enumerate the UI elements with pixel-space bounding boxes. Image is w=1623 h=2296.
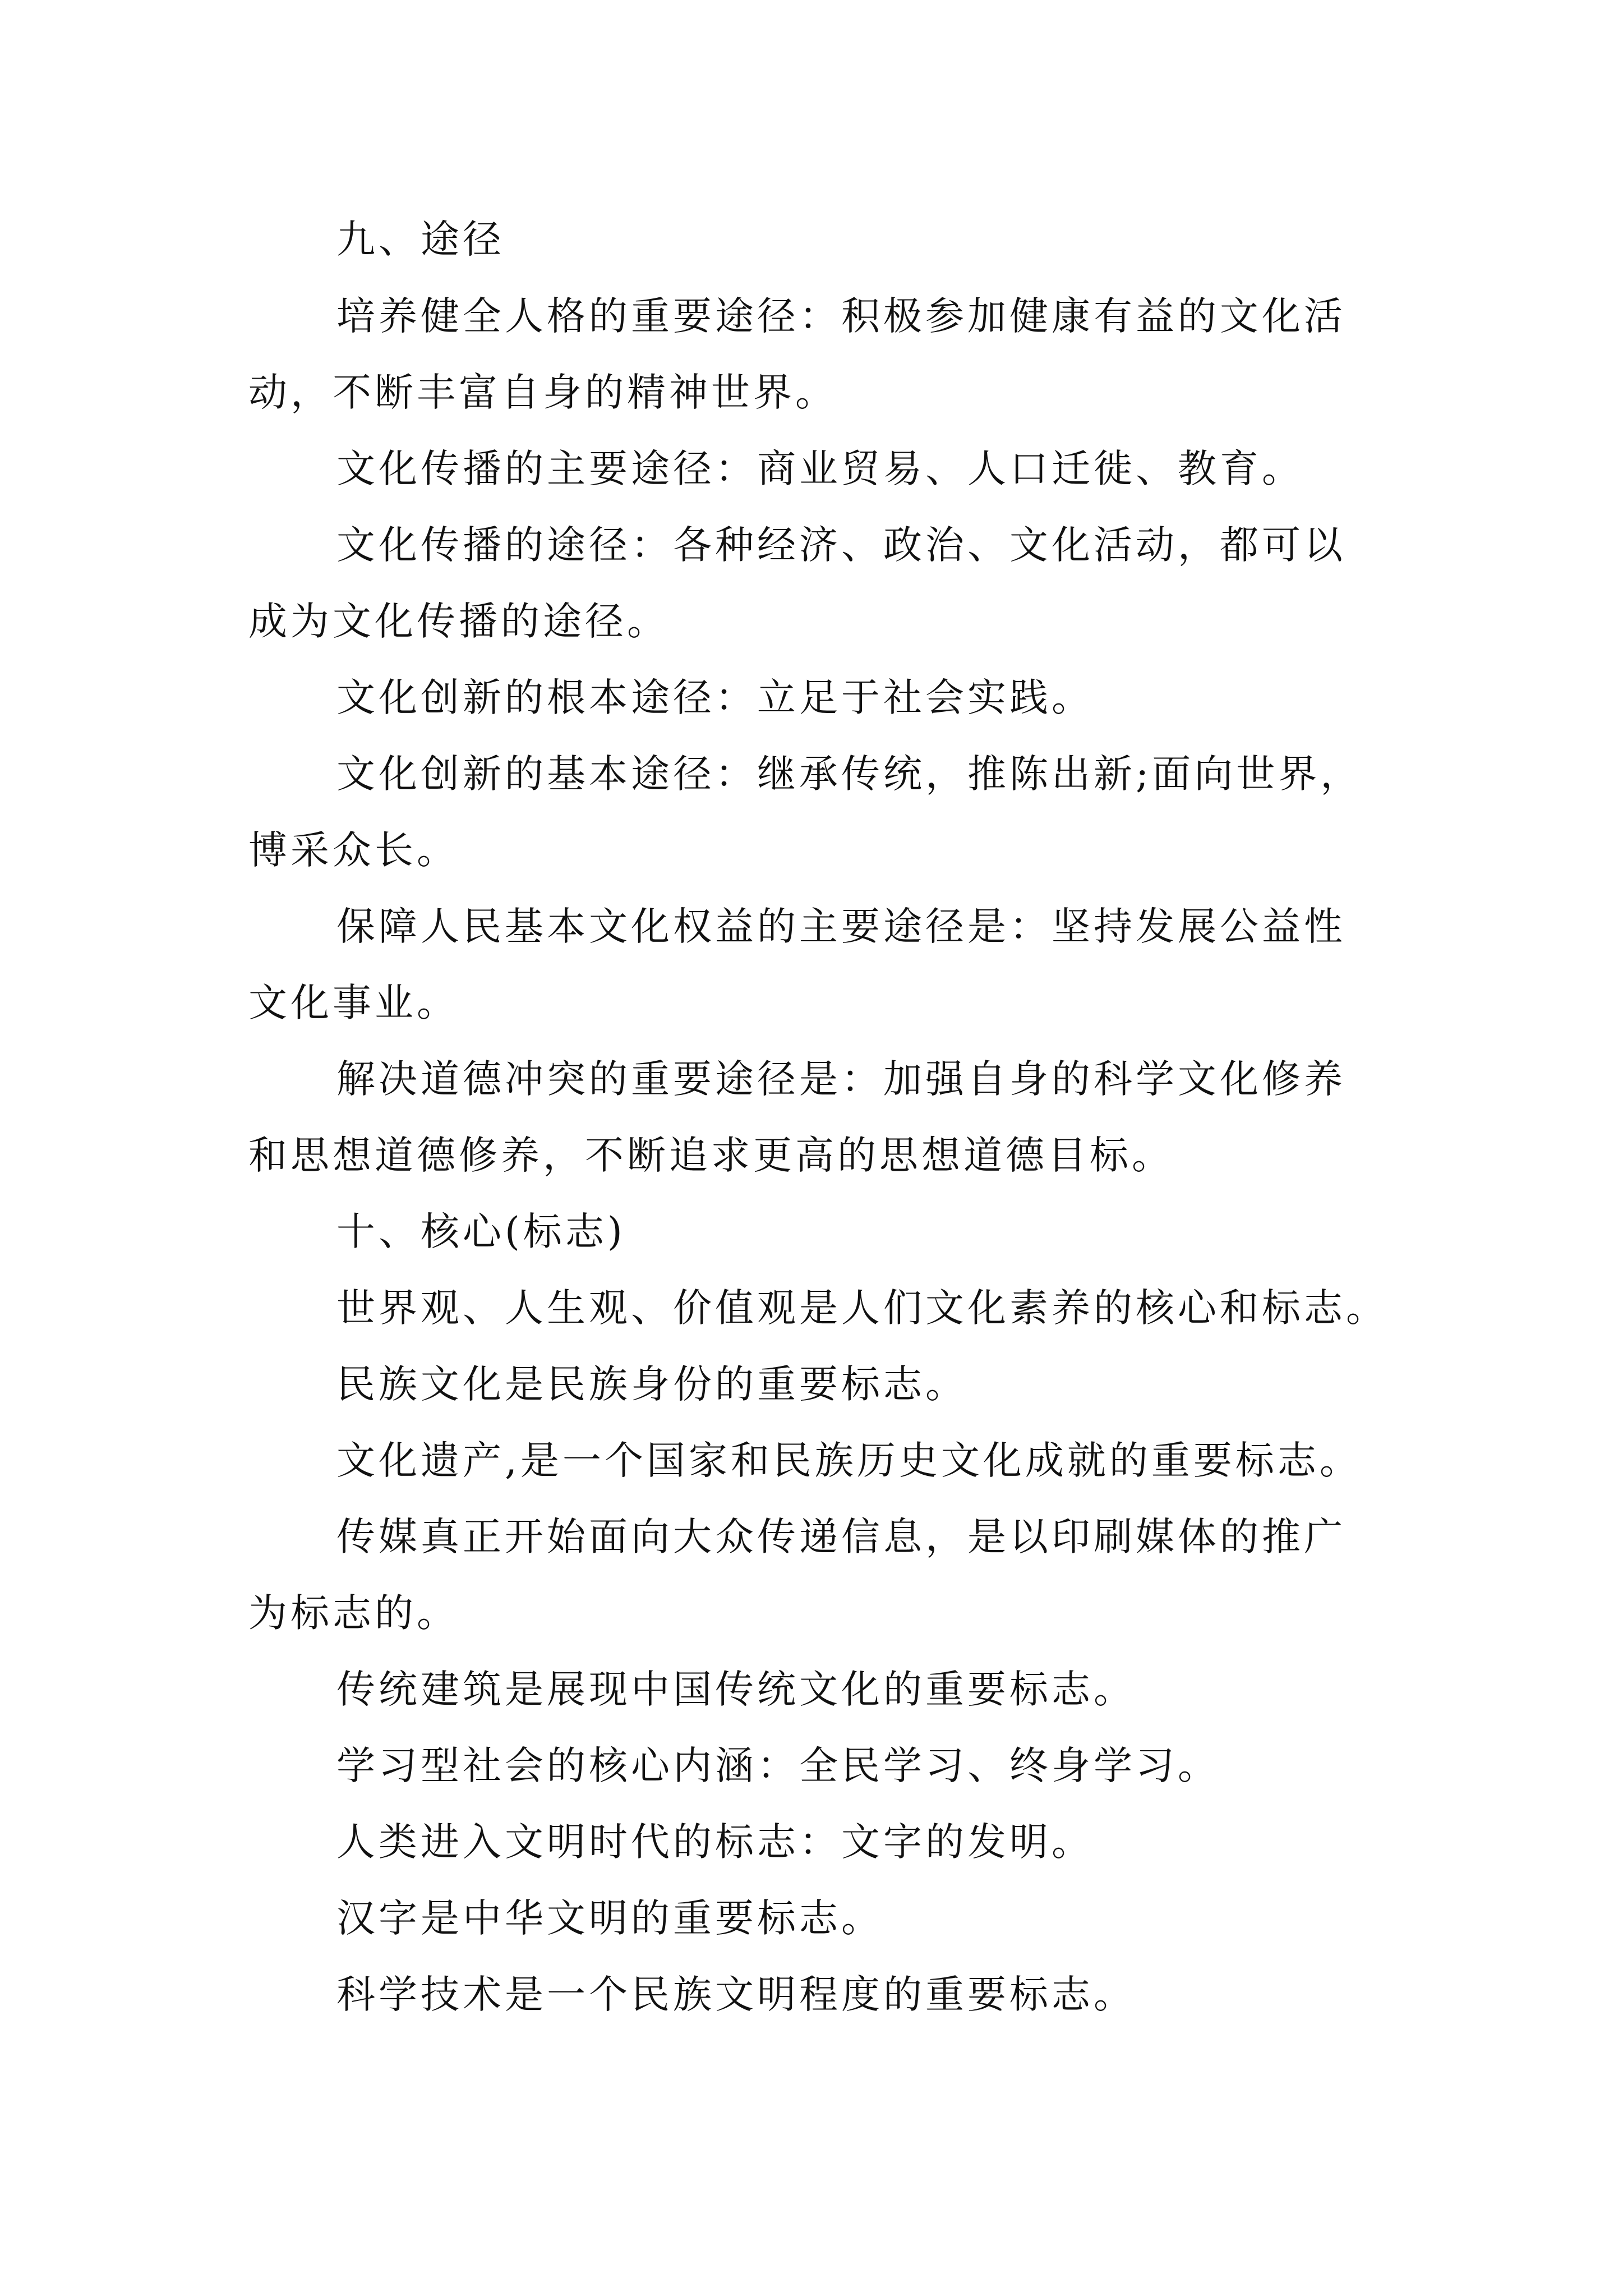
paragraph-line: 动，不断丰富自身的精神世界。 xyxy=(248,370,837,415)
paragraph-line: 汉字是中华文明的重要标志。 xyxy=(336,1896,883,1941)
paragraph-line: 成为文化传播的途径。 xyxy=(248,599,669,644)
paragraph-line: 传媒真正开始面向大众传递信息，是以印刷媒体的推广 xyxy=(336,1515,1346,1559)
paragraph-line: 文化事业。 xyxy=(248,981,459,1025)
paragraph-line: 解决道德冲突的重要途径是：加强自身的科学文化修养 xyxy=(336,1057,1346,1102)
paragraph-line: 学习型社会的核心内涵：全民学习、终身学习。 xyxy=(336,1743,1220,1788)
paragraph-line: 世界观、人生观、价值观是人们文化素养的核心和标志。 xyxy=(336,1286,1388,1331)
paragraph-line: 保障人民基本文化权益的主要途径是：坚持发展公益性 xyxy=(336,904,1346,949)
section-heading-paths: 九、途径 xyxy=(336,217,505,262)
paragraph-line: 为标志的。 xyxy=(248,1591,459,1636)
paragraph-line: 科学技术是一个民族文明程度的重要标志。 xyxy=(336,1972,1136,2017)
paragraph-line: 博采众长。 xyxy=(248,828,459,873)
paragraph-line: 培养健全人格的重要途径：积极参加健康有益的文化活 xyxy=(336,294,1346,339)
paragraph-line: 人类进入文明时代的标志：文字的发明。 xyxy=(336,1820,1094,1865)
paragraph-line: 传统建筑是展现中国传统文化的重要标志。 xyxy=(336,1667,1136,1712)
paragraph-line: 文化创新的根本途径：立足于社会实践。 xyxy=(336,675,1094,720)
paragraph-line: 文化传播的途径：各种经济、政治、文化活动，都可以 xyxy=(336,523,1346,568)
paragraph-line: 文化创新的基本途径：继承传统，推陈出新;面向世界， xyxy=(336,752,1363,797)
paragraph-line: 民族文化是民族身份的重要标志。 xyxy=(336,1362,967,1407)
paragraph-line: 文化传播的主要途径：商业贸易、人口迁徙、教育。 xyxy=(336,447,1304,491)
paragraph-line: 文化遗产,是一个国家和民族历史文化成就的重要标志。 xyxy=(336,1438,1362,1483)
section-heading-core: 十、核心(标志) xyxy=(336,1209,626,1254)
paragraph-line: 和思想道德修养，不断追求更高的思想道德目标。 xyxy=(248,1133,1174,1178)
